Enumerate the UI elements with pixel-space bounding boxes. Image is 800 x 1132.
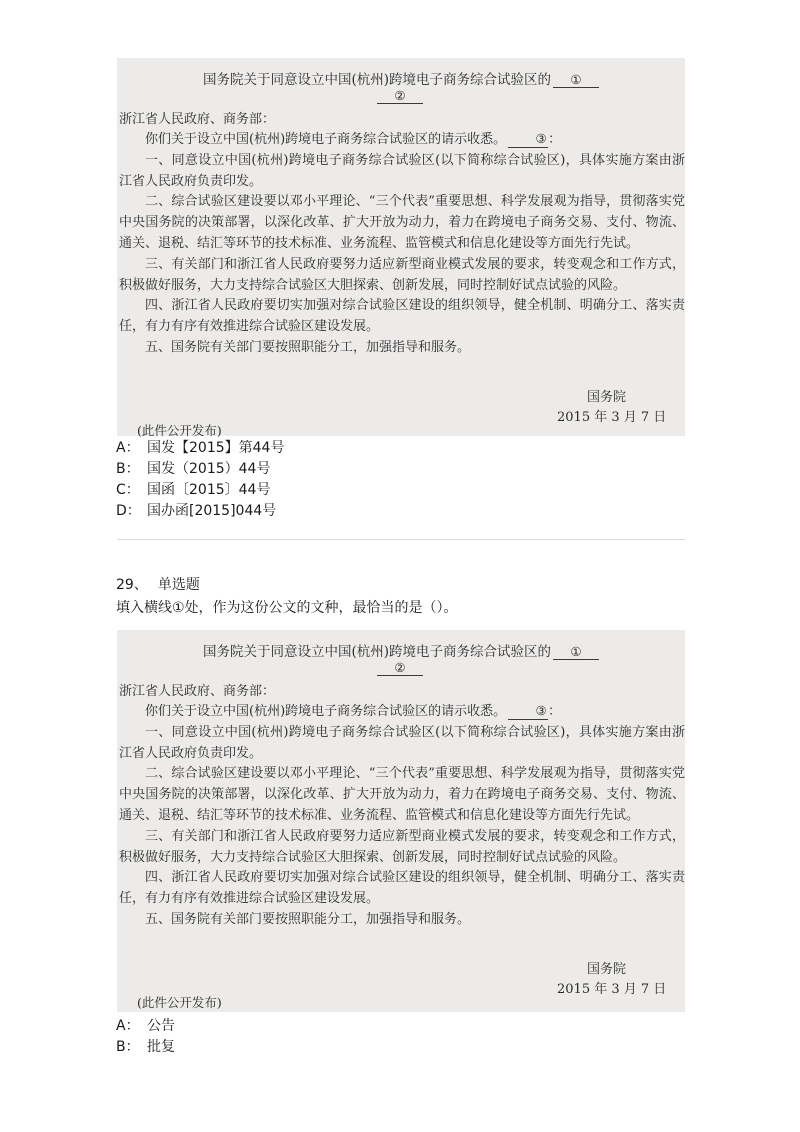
blank-1: ① — [553, 73, 599, 88]
document-recipient: 浙江省人民政府、商务部： — [119, 684, 276, 699]
option-a[interactable]: A： 公告 — [116, 1018, 175, 1034]
scanned-document-image — [117, 58, 685, 436]
document-signer: 国务院 — [587, 962, 627, 977]
document-paragraph: 一、同意设立中国(杭州)跨境电子商务综合试验区(以下简称综合试验区)，具体实施方案由浙江省人民政府负责印发。 — [119, 152, 685, 189]
document-paragraph: 四、浙江省人民政府要切实加强对综合试验区建设的组织领导，健全机制、明确分工、落实责任，有力有序有效推进综合试验区建设发展。 — [119, 298, 685, 335]
question-number: 29、 — [116, 577, 148, 593]
document-paragraph: 四、浙江省人民政府要切实加强对综合试验区建设的组织领导，健全机制、明确分工、落实责任，有力有序有效推进综合试验区建设发展。 — [119, 870, 685, 907]
document-signer: 国务院 — [587, 390, 627, 405]
document-paragraph: 你们关于设立中国(杭州)跨境电子商务综合试验区的请示收悉。 ③： — [145, 703, 562, 719]
document-title-text: 国务院关于同意设立中国(杭州)跨境电子商务综合试验区的 — [202, 72, 552, 88]
publication-note: (此件公开发布) — [137, 995, 222, 1010]
document-title — [117, 68, 685, 88]
scanned-document-image — [117, 630, 685, 1012]
option-c[interactable]: C： 国函〔2015〕44号 — [116, 482, 271, 498]
document-title-text: 国务院关于同意设立中国(杭州)跨境电子商务综合试验区的 — [202, 644, 552, 660]
document-recipient: 浙江省人民政府、商务部： — [119, 112, 276, 127]
question-29-text: 填入横线①处，作为这份公文的文种，最恰当的是（）。 — [116, 600, 458, 616]
question-29-header — [116, 574, 200, 594]
document-paragraph: 你们关于设立中国(杭州)跨境电子商务综合试验区的请示收悉。 ③： — [145, 131, 562, 147]
blank-3: ③ — [508, 132, 548, 148]
publication-note: (此件公开发布) — [137, 423, 222, 438]
document-paragraph: 二、综合试验区建设要以邓小平理论、“三个代表”重要思想、科学发展观为指导，贯彻落实党中央国务院的决策部署，以深化改革、扩大开放为动力，着力在跨境电子商务交易、支付、物流、通关、退税、结汇等环节的技术标准、业务流程、监管模式和信息化建设等方面先行先试。 — [119, 194, 685, 251]
document-body — [119, 130, 685, 359]
option-a[interactable]: A： 国发【2015】第44号 — [116, 440, 285, 456]
document-paragraph: 一、同意设立中国(杭州)跨境电子商务综合试验区(以下简称综合试验区)，具体实施方案由浙江省人民政府负责印发。 — [119, 724, 685, 761]
blank-2: ② — [377, 660, 423, 676]
question-divider — [117, 539, 685, 540]
question-28-options — [116, 438, 284, 522]
document-paragraph: 二、综合试验区建设要以邓小平理论、“三个代表”重要思想、科学发展观为指导，贯彻落实党中央国务院的决策部署，以深化改革、扩大开放为动力，着力在跨境电子商务交易、支付、物流、通关、退税、结汇等环节的技术标准、业务流程、监管模式和信息化建设等方面先行先试。 — [119, 766, 685, 823]
option-b[interactable]: B： 国发（2015）44号 — [116, 461, 271, 477]
document-date: 2015 年 3 月 7 日 — [557, 410, 667, 425]
blank-2: ② — [377, 88, 423, 104]
document-date: 2015 年 3 月 7 日 — [557, 982, 667, 997]
document-paragraph: 三、有关部门和浙江省人民政府要努力适应新型商业模式发展的要求，转变观念和工作方式，积极做好服务，大力支持综合试验区大胆探索、创新发展，同时控制好试点试验的风险。 — [119, 256, 685, 293]
document-body — [119, 702, 685, 931]
option-b[interactable]: B： 批复 — [116, 1039, 175, 1055]
document-title — [117, 640, 685, 660]
question-type: 单选题 — [157, 577, 200, 593]
document-paragraph: 五、国务院有关部门要按照职能分工，加强指导和服务。 — [145, 339, 471, 355]
document-paragraph: 三、有关部门和浙江省人民政府要努力适应新型商业模式发展的要求，转变观念和工作方式，积极做好服务，大力支持综合试验区大胆探索、创新发展，同时控制好试点试验的风险。 — [119, 828, 685, 865]
document-paragraph: 五、国务院有关部门要按照职能分工，加强指导和服务。 — [145, 911, 471, 927]
blank-1: ① — [553, 645, 599, 660]
option-d[interactable]: D： 国办函[2015]044号 — [116, 503, 277, 519]
blank-3: ③ — [508, 704, 548, 720]
question-29-options — [116, 1016, 175, 1058]
